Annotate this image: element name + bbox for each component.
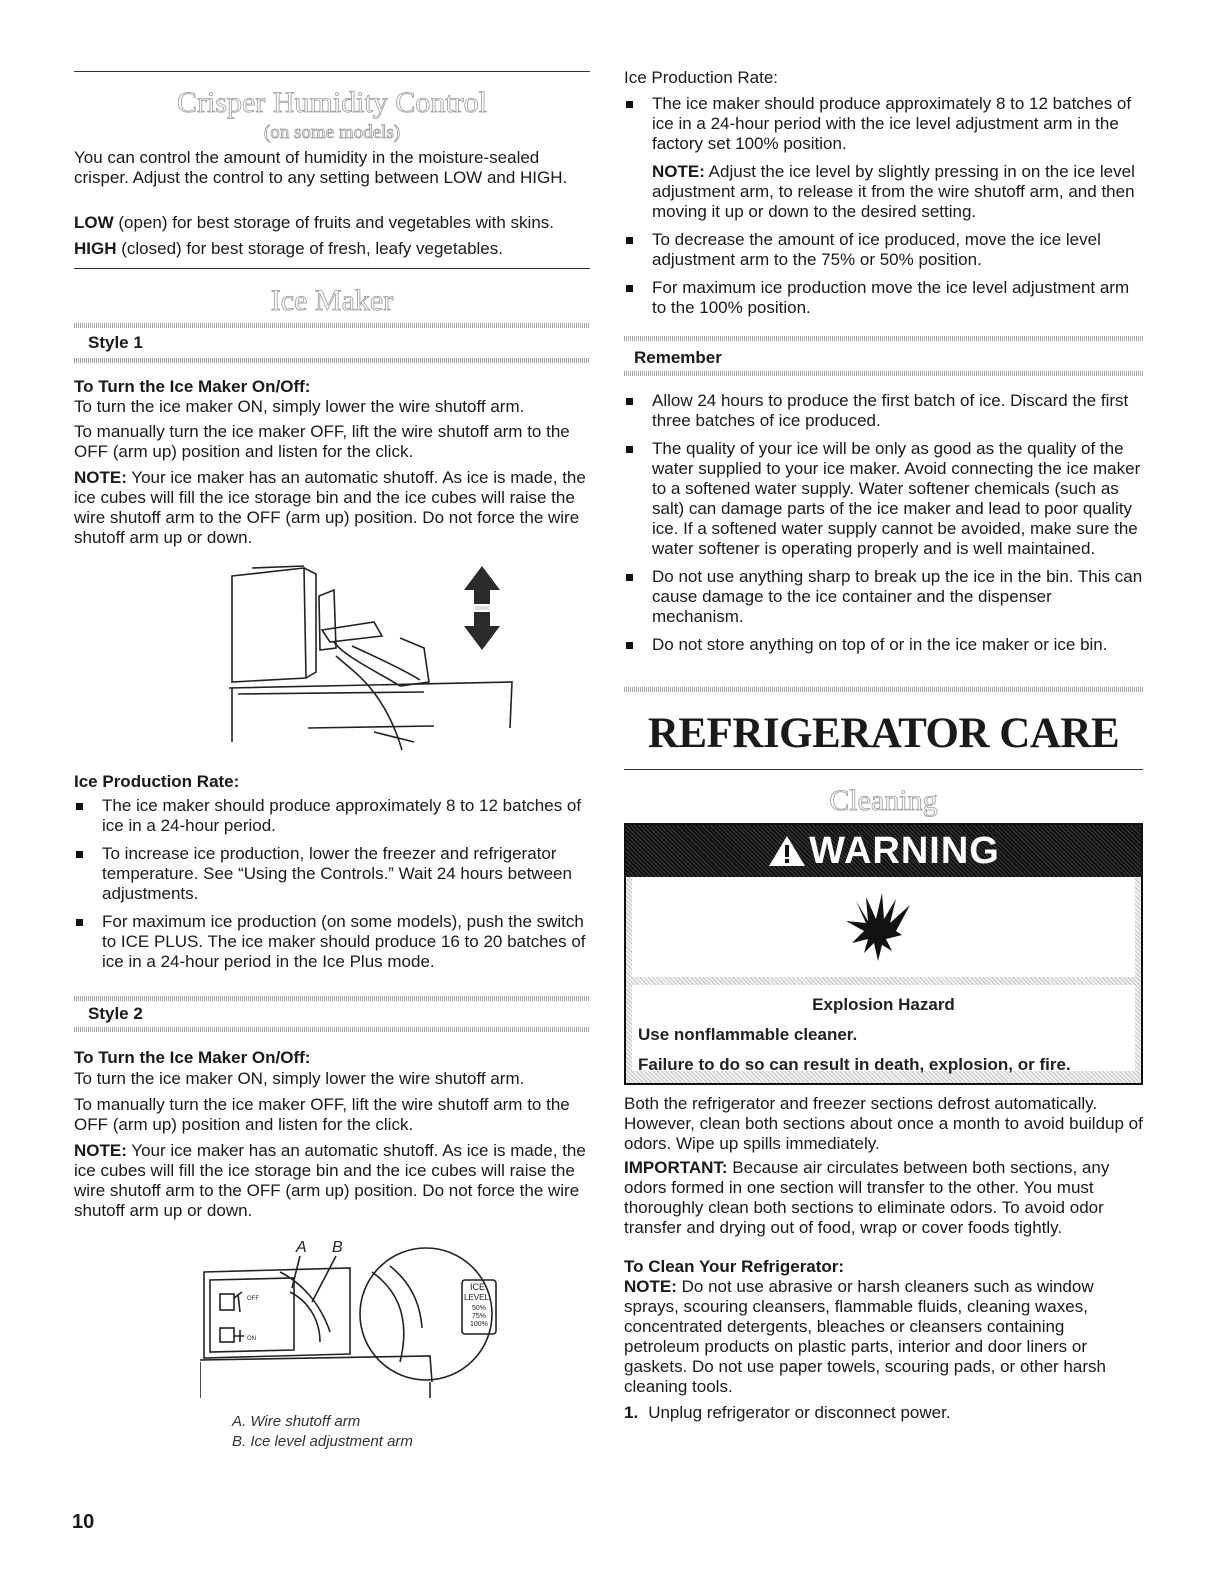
cleaning-title: Cleaning bbox=[829, 784, 938, 817]
note-text: Your ice maker has an automatic shutoff. As ice is made, the ice cubes will fill the ice storage bin and the ice cubes will raise the wire shutoff arm to the OFF (arm up) position. Do not force the wire shutoff arm up or down. bbox=[74, 468, 586, 547]
section-rule bbox=[74, 268, 590, 269]
figure-caption-b: B. Ice level adjustment arm bbox=[232, 1433, 413, 1450]
warning-text-area bbox=[632, 985, 1135, 1074]
cleaning-note bbox=[624, 1277, 1143, 1397]
ice-label: ICE bbox=[470, 1282, 486, 1292]
dotted-rule bbox=[74, 996, 590, 1001]
on-label: ON bbox=[247, 1336, 256, 1342]
page-number: 10 bbox=[72, 1511, 95, 1533]
note-label: NOTE: bbox=[652, 162, 705, 181]
list-item: The ice maker should produce approximately 8 to 12 batches of ice in a 24-hour period. bbox=[74, 796, 590, 836]
list-item: Do not store anything on top of or in the ice maker or ice bin. bbox=[624, 635, 1143, 655]
crisper-description: You can control the amount of humidity in the moisture-sealed crisper. Adjust the control to any setting between LOW and HIGH. bbox=[74, 148, 568, 187]
cleaning-step-1 bbox=[624, 1403, 1143, 1423]
list-item: For maximum ice production (on some models), push the switch to ICE PLUS. The ice maker should produce 16 to 20 batches of ice in a 24-hour period in the Ice Plus mode. bbox=[74, 912, 590, 972]
note-label: NOTE: bbox=[624, 1277, 677, 1296]
warning-triangle-icon bbox=[767, 834, 807, 868]
style2-label: Style 2 bbox=[88, 1004, 143, 1023]
warning-box bbox=[624, 823, 1143, 1085]
important-label: IMPORTANT: bbox=[624, 1158, 728, 1177]
list-item bbox=[624, 94, 1143, 222]
step-text: Unplug refrigerator or disconnect power. bbox=[648, 1403, 951, 1422]
high-text: (closed) for best storage of fresh, leafy vegetables. bbox=[116, 239, 503, 258]
list-item-text: The ice maker should produce approximately 8 to 12 batches of ice in a 24-hour period with the ice level adjustment arm in the factory set 100% position. bbox=[652, 94, 1132, 153]
low-label: LOW bbox=[74, 213, 114, 232]
rate-heading: Ice Production Rate: bbox=[74, 772, 240, 791]
note-text: Your ice maker has an automatic shutoff. As ice is made, the ice cubes will fill the ice storage bin and the ice cubes will raise the wire shutoff arm to the OFF (arm up) position. Do not force the wire shutoff arm up or down. bbox=[74, 1141, 586, 1220]
section-rule bbox=[624, 769, 1143, 770]
level-label: LEVEL bbox=[464, 1293, 489, 1302]
explosion-icon bbox=[842, 891, 918, 967]
dotted-rule bbox=[74, 323, 590, 328]
crisper-high bbox=[74, 239, 590, 259]
style1-heading: To Turn the Ice Maker On/Off: bbox=[74, 377, 311, 396]
dotted-rule bbox=[74, 358, 590, 363]
style2-heading: To Turn the Ice Maker On/Off: bbox=[74, 1048, 311, 1067]
low-text: (open) for best storage of fruits and vegetables with skins. bbox=[113, 213, 554, 232]
crisper-title: Crisper Humidity Control bbox=[177, 86, 487, 119]
style1-p1: To turn the ice maker ON, simply lower the wire shutoff arm. bbox=[74, 397, 525, 416]
list-item: For maximum ice production move the ice level adjustment arm to the 100% position. bbox=[624, 278, 1143, 318]
figure-caption-a: A. Wire shutoff arm bbox=[232, 1413, 361, 1430]
list-item: Do not use anything sharp to break up the ice in the bin. This can cause damage to the ice container and the dispenser mechanism. bbox=[624, 567, 1143, 627]
refrigerator-care-title: REFRIGERATOR CARE bbox=[647, 710, 1120, 757]
pct-100-label: 100% bbox=[470, 1321, 488, 1328]
label-a: A bbox=[296, 1239, 307, 1256]
warning-line2: Failure to do so can result in death, explosion, or fire. bbox=[638, 1055, 1071, 1074]
rate2-list bbox=[624, 94, 1143, 318]
important-text: Because air circulates between both sections, any odors formed in one section will transfer to the other. You must thoroughly clean both sections to eliminate odors. To avoid odor transfer and drying out of food, wrap or cover foods tightly. bbox=[624, 1158, 1110, 1237]
warning-header bbox=[626, 825, 1141, 877]
note-text: Adjust the ice level by slightly pressing in on the ice level adjustment arm, to release it from the wire shutoff arm, and then moving it up or down to the desired setting. bbox=[652, 162, 1135, 221]
pct-50-label: 50% bbox=[472, 1305, 487, 1312]
warning-line1: Use nonflammable cleaner. bbox=[638, 1025, 858, 1044]
cleaning-important bbox=[624, 1158, 1143, 1238]
step-number: 1. bbox=[624, 1403, 639, 1422]
style2-p1: To turn the ice maker ON, simply lower the wire shutoff arm. bbox=[74, 1069, 525, 1088]
note-text: Do not use abrasive or harsh cleaners such as window sprays, scouring cleansers, flammable fluids, cleaning waxes, concentrated detergents, bleaches or cleansers containing petroleum products on plastic parts, interior and door liners or gaskets. Do not use paper towels, scouring pads, or other harsh cleaning tools. bbox=[624, 1277, 1106, 1396]
crisper-subtitle: (on some models) bbox=[263, 122, 401, 143]
note-label: NOTE: bbox=[74, 1141, 127, 1160]
style1-label: Style 1 bbox=[88, 333, 143, 352]
style2-note bbox=[74, 1141, 590, 1221]
rate2-note bbox=[652, 162, 1143, 222]
icemaker-title: Ice Maker bbox=[270, 284, 394, 317]
dotted-rule bbox=[74, 1027, 590, 1032]
warning-word: WARNING bbox=[809, 830, 1000, 872]
ice-maker-style2-illustration bbox=[200, 1232, 540, 1402]
pct-75-label: 75% bbox=[472, 1313, 487, 1320]
style1-p2: To manually turn the ice maker OFF, lift the wire shutoff arm to the OFF (arm up) position and listen for the click. bbox=[74, 422, 570, 461]
rate2-heading: Ice Production Rate: bbox=[624, 68, 779, 87]
warning-hazard: Explosion Hazard bbox=[812, 995, 955, 1014]
list-item: The quality of your ice will be only as good as the quality of the water supplied to your ice maker. Avoid connecting the ice maker to a softened water supply. Water softener chemicals (such as salt) can damage parts of the ice maker and lead to poor quality ice. If a softened water supply cannot be avoided, make sure the water softener is operating properly and is well maintained. bbox=[624, 439, 1143, 559]
dotted-rule bbox=[624, 687, 1143, 692]
high-label: HIGH bbox=[74, 239, 117, 258]
list-item: To decrease the amount of ice produced, move the ice level adjustment arm to the 75% or 50% position. bbox=[624, 230, 1143, 270]
off-label: OFF bbox=[247, 1296, 259, 1302]
clean-heading: To Clean Your Refrigerator: bbox=[624, 1257, 845, 1276]
label-b: B bbox=[332, 1239, 343, 1256]
section-rule bbox=[74, 71, 590, 72]
style1-note bbox=[74, 468, 590, 548]
ice-maker-style1-illustration bbox=[224, 560, 524, 750]
remember-list bbox=[624, 391, 1143, 655]
warning-icon-area bbox=[632, 877, 1135, 977]
cleaning-p1: Both the refrigerator and freezer sections defrost automatically. However, clean both sections about once a month to avoid buildup of odors. Wipe up spills immediately. bbox=[624, 1094, 1143, 1153]
rate-list bbox=[74, 796, 590, 972]
crisper-low bbox=[74, 213, 590, 233]
dotted-rule bbox=[624, 371, 1143, 376]
dotted-rule bbox=[624, 336, 1143, 341]
note-label: NOTE: bbox=[74, 468, 127, 487]
list-item: To increase ice production, lower the freezer and refrigerator temperature. See “Using the Controls.” Wait 24 hours between adjustments. bbox=[74, 844, 590, 904]
remember-heading: Remember bbox=[634, 348, 722, 367]
style2-p2: To manually turn the ice maker OFF, lift the wire shutoff arm to the OFF (arm up) position and listen for the click. bbox=[74, 1095, 570, 1134]
list-item: Allow 24 hours to produce the first batch of ice. Discard the first three batches of ice produced. bbox=[624, 391, 1143, 431]
